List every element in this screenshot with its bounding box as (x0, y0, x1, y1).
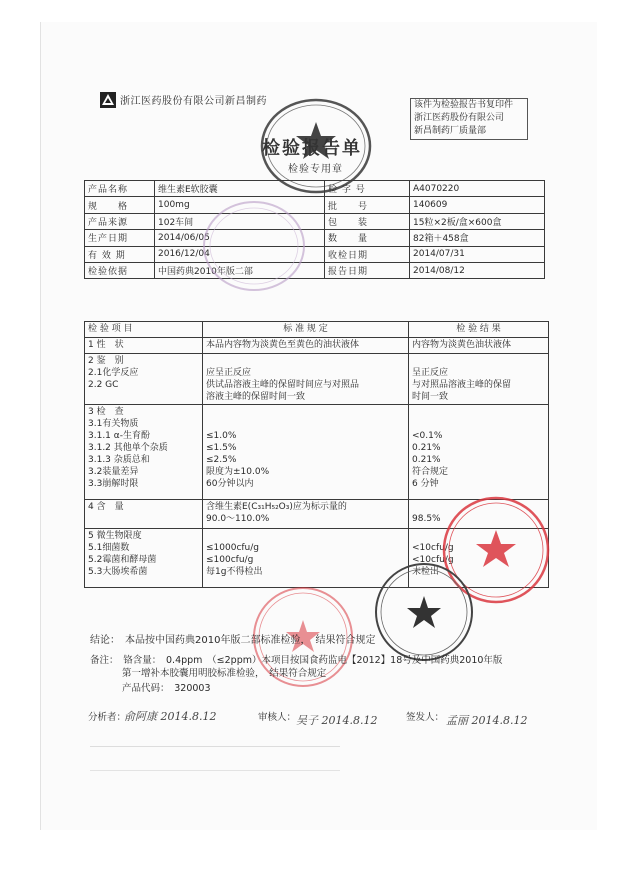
company-logo-icon (100, 92, 116, 108)
package-label: 包 装 (325, 213, 410, 229)
code-label: 检 字 号 (325, 181, 410, 197)
product-name-value: 维生素E软胶囊 (155, 181, 325, 197)
batch-label: 批 号 (325, 197, 410, 213)
column-header: 检 验 结 果 (409, 322, 549, 338)
spec-value: 100mg (155, 197, 325, 213)
copy-note-line: 浙江医药股份有限公司 (414, 113, 505, 123)
company-name: 浙江医药股份有限公司新昌制药 (120, 96, 267, 107)
mfg-date-label: 生产日期 (85, 230, 155, 246)
column-header: 检 验 项 目 (85, 322, 203, 338)
table-row (85, 230, 545, 246)
test-standard: 本品内容物为淡黄色至黄色的油状液体 (203, 338, 409, 354)
table-row (85, 246, 545, 262)
approver-signature: 孟丽 2014.8.12 (446, 714, 528, 727)
basis-value: 中国药典2010年版二部 (155, 262, 325, 278)
test-result: <10cfu/g <10cfu/g 未检出 (409, 529, 549, 588)
test-standard: 应呈正反应 供试品溶液主峰的保留时间应与对照品 溶液主峰的保留时间一致 (203, 354, 409, 405)
table-header-row (85, 322, 549, 338)
analyst-signature: 俞阿康 2014.8.12 (124, 710, 217, 723)
source-label: 产品来源 (85, 213, 155, 229)
spec-label: 规 格 (85, 197, 155, 213)
table-row (85, 338, 549, 354)
remarks-line: 备注： 铬含量： 0.4ppm （≤2ppm）本项目按国食药监电【2012】18号及中国药典2010年版 (90, 655, 503, 666)
approver-label: 签发人： (406, 712, 445, 723)
test-item: 5 微生物限度 5.1细菌数 5.2霉菌和酵母菌 5.3大肠埃希菌 (85, 529, 203, 588)
table-row (85, 405, 549, 500)
copy-note-box (410, 98, 528, 140)
product-name-label: 产品名称 (85, 181, 155, 197)
column-header: 标 准 规 定 (203, 322, 409, 338)
code-value: A4070220 (410, 181, 545, 197)
expiry-value: 2016/12/04 (155, 246, 325, 262)
test-result: 内容物为淡黄色油状液体 (409, 338, 549, 354)
reviewer-signature: 吴子 2014.8.12 (296, 714, 378, 727)
test-result: 呈正反应 与对照品溶液主峰的保留 时间一致 (409, 354, 549, 405)
faint-divider (90, 770, 340, 771)
grey-seal-stamp (372, 560, 476, 664)
table-row (85, 354, 549, 405)
quantity-label: 数 量 (325, 230, 410, 246)
test-item: 3 检 查 3.1有关物质 3.1.1 α-生育酚 3.1.2 其他单个杂质 3.1.3 杂质总和 3.2装量差异 3.3崩解时限 (85, 405, 203, 500)
table-row (85, 181, 545, 197)
table-row (85, 197, 545, 213)
report-title: 检验报告单 (262, 138, 362, 159)
table-row (85, 262, 545, 278)
received-label: 收检日期 (325, 246, 410, 262)
mfg-date-value: 2014/06/05 (155, 230, 325, 246)
test-standard: ≤1000cfu/g ≤100cfu/g 每1g不得检出 (203, 529, 409, 588)
test-item: 2 鉴 别 2.1化学反应 2.2 GC (85, 354, 203, 405)
product-info-table (84, 180, 545, 279)
report-date-label: 报告日期 (325, 262, 410, 278)
product-code: 产品代码： 320003 (122, 683, 211, 694)
source-value: 102车间 (155, 213, 325, 229)
faded-stamp (196, 196, 312, 296)
remarks-line: 第一增补本胶囊用明胶标准检验， 结果符合规定 (122, 668, 327, 679)
report-date-value: 2014/08/12 (410, 262, 545, 278)
quantity-value: 82箱＋458盒 (410, 230, 545, 246)
reviewer-label: 审核人： (258, 712, 297, 723)
test-standard: 含维生素E(C₃₁H₅₂O₃)应为标示量的 90.0～110.0% (203, 500, 409, 529)
test-item: 1 性 状 (85, 338, 203, 354)
table-row (85, 213, 545, 229)
test-result: <0.1% 0.21% 0.21% 符合规定 6 分钟 (409, 405, 549, 500)
faint-divider (90, 746, 340, 747)
test-item: 4 含 量 (85, 500, 203, 529)
expiry-label: 有 效 期 (85, 246, 155, 262)
received-value: 2014/07/31 (410, 246, 545, 262)
batch-value: 140609 (410, 197, 545, 213)
package-value: 15粒×2板/盒×600盒 (410, 213, 545, 229)
test-result: 98.5% (409, 500, 549, 529)
report-subtitle: 检验专用章 (288, 164, 343, 175)
test-standard: ≤1.0% ≤1.5% ≤2.5% 限度为±10.0% 60分钟以内 (203, 405, 409, 500)
conclusion-text: 结论： 本品按中国药典2010年版二部标准检验， 结果符合规定 (90, 635, 376, 646)
copy-note-line: 新昌制药厂质量部 (414, 126, 487, 136)
copy-note-line: 该件为检验报告书复印件 (414, 100, 514, 110)
analyst-label: 分析者： (88, 712, 127, 723)
basis-label: 检验依据 (85, 262, 155, 278)
